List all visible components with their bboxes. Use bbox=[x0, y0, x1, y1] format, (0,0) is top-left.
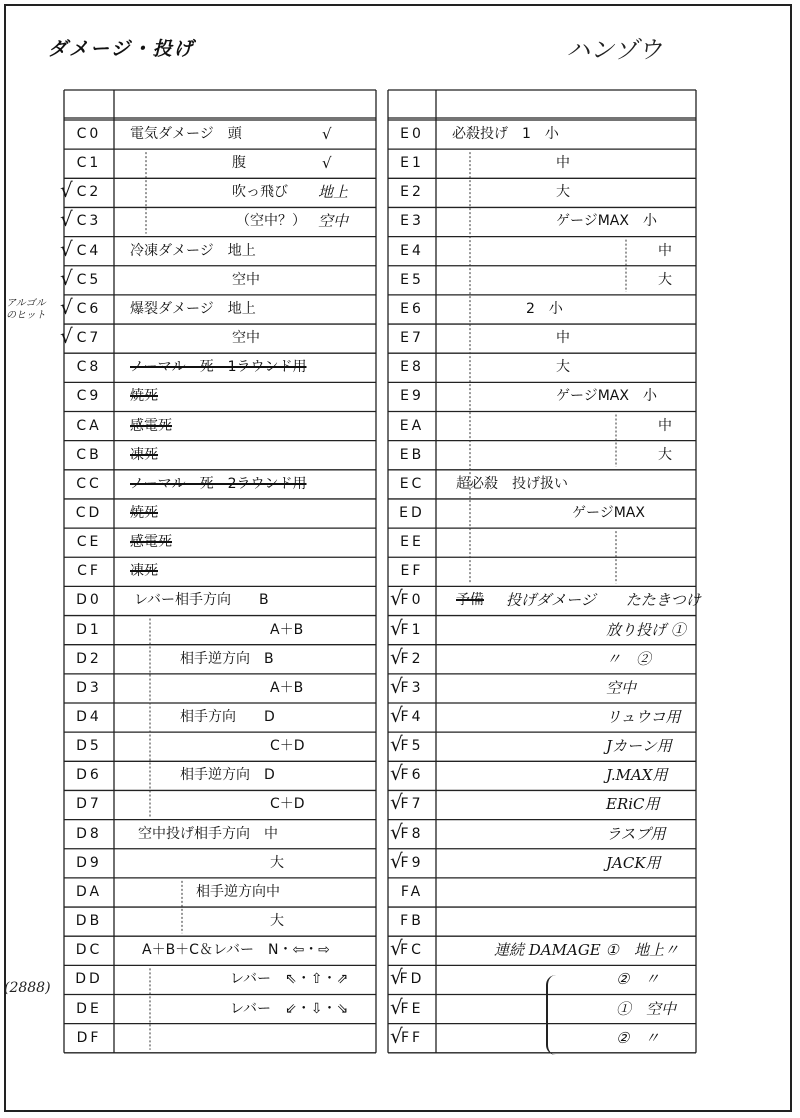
row-label: レバー ⇖・⇧・⇗ bbox=[230, 971, 349, 988]
row-label: 中 bbox=[658, 242, 672, 259]
handwritten-tick: √ bbox=[322, 154, 332, 173]
row-label: 凍死 bbox=[130, 446, 158, 463]
handwritten-note: 連続 DAMAGE ① 地上〃 bbox=[494, 941, 679, 960]
row-label: 爆裂ダメージ 地上 bbox=[130, 300, 256, 317]
row-label: 焼死 bbox=[130, 388, 158, 405]
check-mark-icon: √ bbox=[390, 965, 403, 990]
row-label: 感電死 bbox=[130, 417, 172, 434]
row-code: D2 bbox=[76, 650, 102, 667]
row-code: D5 bbox=[76, 738, 102, 755]
check-mark-icon: √ bbox=[390, 790, 403, 815]
row-code: FB bbox=[400, 913, 424, 930]
handwritten-note: ラスプ用 bbox=[606, 824, 666, 843]
row-code: D6 bbox=[76, 767, 102, 784]
check-mark-icon: √ bbox=[60, 265, 73, 290]
row-code: E3 bbox=[400, 213, 424, 230]
row-code: C9 bbox=[76, 388, 102, 405]
row-code: DF bbox=[76, 1029, 102, 1046]
row-code: DB bbox=[75, 913, 103, 930]
row-label: 大 bbox=[556, 184, 570, 201]
row-label: 腹 bbox=[232, 155, 246, 172]
row-label: 相手逆方向 B bbox=[180, 650, 274, 667]
row-code: F1 bbox=[400, 621, 424, 638]
row-code: E4 bbox=[400, 242, 424, 259]
handwritten-note: 地上 bbox=[318, 183, 349, 202]
row-label: 空中 bbox=[232, 271, 260, 288]
check-mark-icon: √ bbox=[390, 761, 403, 786]
row-label: （空中？） bbox=[236, 213, 306, 230]
margin-note-number: (2888) bbox=[4, 980, 51, 996]
check-mark-icon: √ bbox=[390, 586, 403, 611]
check-mark-icon: √ bbox=[390, 936, 403, 961]
row-code: FA bbox=[400, 883, 424, 900]
handwritten-note: 投げダメージ たたきつけ bbox=[506, 591, 701, 610]
brace-mark bbox=[546, 975, 558, 1055]
row-label: C＋D bbox=[270, 738, 305, 755]
row-label: 空中投げ相手方向 中 bbox=[138, 825, 278, 842]
row-code: F0 bbox=[400, 592, 424, 609]
row-code: C4 bbox=[76, 242, 102, 259]
row-code: CC bbox=[76, 475, 102, 492]
row-code: D9 bbox=[76, 854, 102, 871]
row-label: 冷凍ダメージ 地上 bbox=[130, 242, 256, 259]
row-code: EB bbox=[399, 446, 425, 463]
row-label: 焼死 bbox=[130, 504, 158, 521]
handwritten-note: 空中 bbox=[318, 212, 349, 231]
row-code: FE bbox=[400, 1000, 424, 1017]
row-code: E2 bbox=[400, 184, 424, 201]
handwritten-note: ② 〃 bbox=[616, 1028, 660, 1047]
handwritten-note: ① 空中 bbox=[616, 999, 677, 1018]
handwritten-note: ② 〃 bbox=[616, 970, 660, 989]
row-code: D7 bbox=[76, 796, 102, 813]
check-mark-icon: √ bbox=[390, 732, 403, 757]
row-label: 空中 bbox=[232, 330, 260, 347]
row-label: レバー相手方向 B bbox=[134, 592, 269, 609]
row-label: 感電死 bbox=[130, 534, 172, 551]
row-code: CA bbox=[76, 417, 102, 434]
row-label: 超必殺 投げ扱い bbox=[456, 475, 568, 492]
row-label: C＋D bbox=[270, 796, 305, 813]
row-label: 予備 bbox=[456, 592, 484, 609]
row-code: DC bbox=[75, 942, 103, 959]
handwritten-note: J.MAX用 bbox=[606, 766, 668, 785]
row-label: 相手方向 D bbox=[180, 709, 275, 725]
margin-note-bracket: アルゴルのヒット bbox=[6, 298, 46, 321]
row-code: F6 bbox=[400, 767, 424, 784]
handwritten-note: JACK用 bbox=[606, 853, 661, 872]
row-label: 大 bbox=[658, 271, 672, 288]
row-code: FF bbox=[400, 1029, 424, 1046]
row-code: F4 bbox=[400, 709, 424, 725]
row-code: CB bbox=[76, 446, 102, 463]
row-label: 中 bbox=[556, 155, 570, 172]
check-mark-icon: √ bbox=[390, 673, 403, 698]
row-code: ED bbox=[399, 504, 425, 521]
handwritten-note: ERiC用 bbox=[606, 795, 660, 814]
row-code: E5 bbox=[400, 271, 424, 288]
check-mark-icon: √ bbox=[390, 1023, 403, 1048]
page-title: ダメージ・投げ bbox=[48, 38, 195, 60]
check-mark-icon: √ bbox=[60, 178, 73, 203]
check-mark-icon: √ bbox=[60, 294, 73, 319]
row-label: A＋B bbox=[270, 679, 304, 696]
row-code: E0 bbox=[400, 126, 424, 142]
handwritten-tick: √ bbox=[322, 125, 332, 143]
row-label: ゲージMAX 小 bbox=[556, 213, 657, 230]
row-code: EE bbox=[400, 534, 424, 551]
row-code: C7 bbox=[76, 330, 102, 347]
row-code: DD bbox=[75, 971, 103, 988]
row-code: D4 bbox=[76, 709, 102, 725]
check-mark-icon: √ bbox=[390, 994, 403, 1019]
row-label: 中 bbox=[658, 417, 672, 434]
row-label: 電気ダメージ 頭 bbox=[130, 126, 242, 142]
row-label: 中 bbox=[556, 330, 570, 347]
row-code: F7 bbox=[400, 796, 424, 813]
row-label: レバー ⇙・⇩・⇘ bbox=[230, 1000, 349, 1017]
row-code: FD bbox=[399, 971, 425, 988]
row-label: ゲージMAX 小 bbox=[556, 388, 657, 405]
row-code: C3 bbox=[76, 213, 102, 230]
row-label: A＋B bbox=[270, 621, 304, 638]
handwritten-note: 〃 ② bbox=[606, 649, 652, 668]
check-mark-icon: √ bbox=[390, 703, 403, 727]
row-code: F8 bbox=[400, 825, 424, 842]
row-code: C5 bbox=[76, 271, 102, 288]
row-code: D0 bbox=[76, 592, 102, 609]
handwritten-note: Jカーン用 bbox=[606, 737, 672, 756]
row-code: FC bbox=[400, 942, 424, 959]
row-code: DE bbox=[76, 1000, 102, 1017]
row-code: D3 bbox=[76, 679, 102, 696]
check-mark-icon: √ bbox=[390, 848, 403, 873]
row-code: F3 bbox=[400, 679, 424, 696]
row-label: 凍死 bbox=[130, 563, 158, 580]
row-code: F5 bbox=[400, 738, 424, 755]
row-label: 2 小 bbox=[526, 300, 563, 317]
check-mark-icon: √ bbox=[60, 207, 73, 232]
row-label: 大 bbox=[658, 446, 672, 463]
row-code: CE bbox=[76, 534, 102, 551]
row-code: F9 bbox=[400, 854, 424, 871]
row-code: DA bbox=[75, 883, 103, 900]
row-code: C2 bbox=[76, 184, 102, 201]
row-code: C6 bbox=[76, 300, 102, 317]
row-code: D1 bbox=[76, 621, 102, 638]
check-mark-icon: √ bbox=[390, 644, 403, 669]
row-label: 相手逆方向中 bbox=[196, 883, 280, 900]
check-mark-icon: √ bbox=[390, 615, 403, 640]
row-label: 吹っ飛び bbox=[232, 184, 288, 201]
row-code: E6 bbox=[400, 300, 424, 317]
row-code: CF bbox=[77, 563, 101, 580]
row-code: E8 bbox=[400, 359, 424, 376]
row-code: E9 bbox=[400, 388, 424, 405]
row-code: C8 bbox=[76, 359, 102, 376]
row-code: D8 bbox=[76, 825, 102, 842]
handwritten-note: 放り投げ ① bbox=[606, 620, 686, 639]
check-mark-icon: √ bbox=[60, 324, 73, 349]
handwritten-name: ハンゾウ bbox=[566, 36, 662, 64]
row-label: ノーマル 死 2ラウンド用 bbox=[130, 475, 307, 492]
handwritten-note: 空中 bbox=[606, 678, 637, 697]
row-code: E7 bbox=[400, 330, 424, 347]
row-label: ゲージMAX bbox=[572, 504, 645, 521]
check-mark-icon: √ bbox=[60, 236, 73, 261]
row-code: CD bbox=[75, 504, 103, 521]
handwritten-note: リュウコ用 bbox=[606, 708, 681, 726]
row-label: 必殺投げ 1 小 bbox=[452, 126, 559, 142]
row-code: C1 bbox=[76, 155, 102, 172]
row-code: EF bbox=[400, 563, 424, 580]
row-code: EA bbox=[399, 417, 425, 434]
row-label: 大 bbox=[270, 913, 284, 930]
row-label: 大 bbox=[556, 359, 570, 376]
row-code: C0 bbox=[76, 126, 102, 142]
row-code: F2 bbox=[400, 650, 424, 667]
row-label: A＋B＋C＆レバー N・⇦・⇨ bbox=[142, 942, 330, 959]
row-label: ノーマル 死 1ラウンド用 bbox=[130, 359, 307, 376]
row-label: 大 bbox=[270, 854, 284, 871]
row-label: 相手逆方向 D bbox=[180, 767, 275, 784]
check-mark-icon: √ bbox=[390, 819, 403, 844]
row-code: E1 bbox=[400, 155, 424, 172]
row-code: EC bbox=[399, 475, 425, 492]
